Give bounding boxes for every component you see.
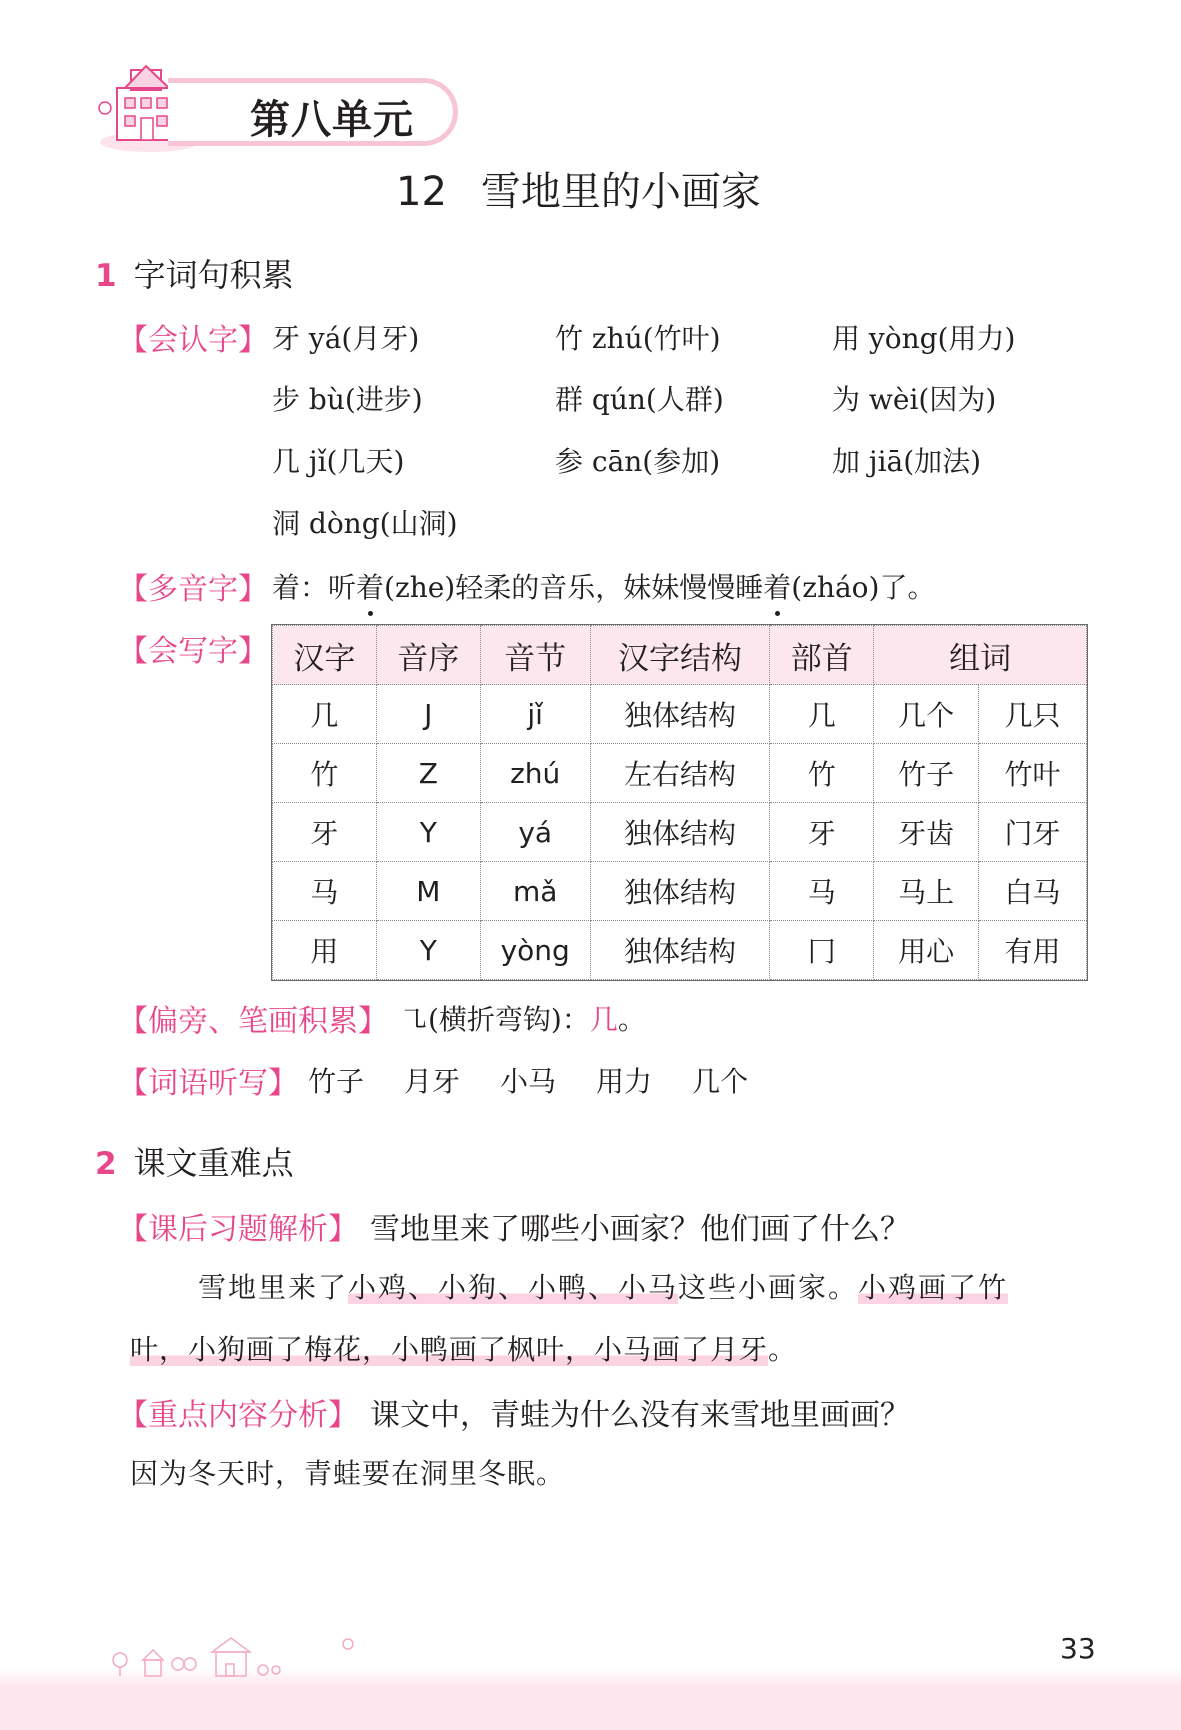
- stroke-end: 。: [617, 1003, 646, 1036]
- stroke-text: ㇈(横折弯钩)：: [400, 1003, 590, 1036]
- lesson-name: 雪地里的小画家: [480, 169, 761, 215]
- stroke-tag: 【偏旁、笔画积累】: [118, 1004, 388, 1039]
- table-header: 汉字结构: [590, 626, 770, 685]
- polyphone-mid: (zhe)轻柔的音乐，妹妹慢慢睡: [384, 571, 764, 604]
- table-cell: 白马: [979, 862, 1087, 921]
- exercise-answer-line-1: [198, 1266, 1088, 1306]
- table-row: [273, 921, 1087, 980]
- table-header: 音节: [480, 626, 590, 685]
- table-cell: 几: [273, 685, 377, 744]
- table-cell: 竹: [273, 744, 377, 803]
- stroke-line: [400, 998, 646, 1038]
- table-cell: 几个: [874, 685, 979, 744]
- recognize-item: 步 bù(进步): [272, 383, 423, 416]
- table-cell: yá: [480, 803, 590, 862]
- section-2-number: 2: [95, 1146, 117, 1182]
- table-cell: Y: [376, 921, 480, 980]
- dictation-word: 竹子: [308, 1065, 365, 1098]
- polyphone-prefix: 着：听: [272, 571, 357, 604]
- exercise-tag: 【课后习题解析】: [118, 1212, 358, 1247]
- table-cell: 几: [770, 685, 874, 744]
- answer-text: 。: [768, 1333, 798, 1366]
- table-cell: 左右结构: [590, 744, 770, 803]
- table-header: 组词: [874, 626, 1087, 685]
- town-decoration-icon: [108, 1620, 368, 1680]
- dictation-tag: 【词语听写】: [118, 1066, 298, 1101]
- table-cell: 门牙: [979, 803, 1087, 862]
- recognize-tag: 【会认字】: [118, 323, 268, 358]
- lesson-title: [396, 160, 761, 217]
- answer-highlight: 小鸡、小狗、小鸭、小马: [348, 1271, 679, 1304]
- stroke-example: 几: [589, 1003, 618, 1036]
- write-characters-table: [272, 625, 1087, 980]
- recognize-item: 群 qún(人群): [555, 383, 724, 416]
- recognize-item: 为 wèi(因为): [832, 383, 997, 416]
- table-cell: 竹子: [874, 744, 979, 803]
- dictation-word: 月牙: [404, 1065, 461, 1098]
- table-cell: 马: [770, 862, 874, 921]
- recognize-item: 牙 yá(月牙): [272, 322, 420, 355]
- recognize-item: 几 jǐ(几天): [272, 445, 405, 478]
- table-cell: yòng: [480, 921, 590, 980]
- table-header: 音序: [376, 626, 480, 685]
- table-header: 部首: [770, 626, 874, 685]
- table-cell: 马上: [874, 862, 979, 921]
- table-cell: 冂: [770, 921, 874, 980]
- table-cell: 马: [273, 862, 377, 921]
- lesson-number: 12: [396, 169, 447, 215]
- recognize-item: 加 jiā(加法): [832, 445, 982, 478]
- table-cell: mǎ: [480, 862, 590, 921]
- section-1-title: 字词句积累: [133, 256, 294, 294]
- table-cell: 独体结构: [590, 803, 770, 862]
- table-cell: 独体结构: [590, 685, 770, 744]
- section-2-heading: [95, 1138, 294, 1184]
- dictation-word: 用力: [596, 1065, 653, 1098]
- section-2-title: 课文重难点: [133, 1144, 294, 1182]
- section-1-heading: [95, 250, 294, 296]
- table-row: [273, 744, 1087, 803]
- answer-text: 雪地里来了: [198, 1271, 349, 1304]
- table-cell: zhú: [480, 744, 590, 803]
- table-row: [273, 685, 1087, 744]
- answer-text: 这些小画家。: [678, 1271, 859, 1304]
- recognize-item: 用 yòng(用力): [832, 322, 1016, 355]
- answer-highlight: 小鸡画了竹: [858, 1271, 1009, 1304]
- recognize-item: 洞 dòng(山洞): [272, 507, 458, 540]
- dictation-word: 几个: [692, 1065, 749, 1098]
- dictation-words: [308, 1060, 748, 1100]
- table-header: 汉字: [273, 626, 377, 685]
- section-1-number: 1: [95, 258, 117, 294]
- polyphone-char-zhe: 着: [356, 571, 385, 604]
- table-cell: 竹: [770, 744, 874, 803]
- table-cell: M: [376, 862, 480, 921]
- answer-highlight: 叶，小狗画了梅花，小鸭画了枫叶，小马画了月牙: [130, 1333, 769, 1366]
- table-cell: Y: [376, 803, 480, 862]
- exercise-answer-line-2: [130, 1328, 797, 1368]
- table-cell: J: [376, 685, 480, 744]
- recognize-item: 参 cān(参加): [555, 445, 721, 478]
- polyphone-end: (zháo)了。: [791, 571, 936, 604]
- key-analysis-tag: 【重点内容分析】: [118, 1398, 358, 1433]
- table-cell: 有用: [979, 921, 1087, 980]
- recognize-item: 竹 zhú(竹叶): [555, 322, 721, 355]
- polyphone-char-zhao: 着: [763, 571, 792, 604]
- table-cell: Z: [376, 744, 480, 803]
- table-cell: 牙: [770, 803, 874, 862]
- polyphone-sentence: [272, 566, 935, 606]
- table-cell: 独体结构: [590, 921, 770, 980]
- table-header-row: [273, 626, 1087, 685]
- table-cell: 竹叶: [979, 744, 1087, 803]
- polyphone-tag: 【多音字】: [118, 572, 268, 607]
- exercise-question: 雪地里来了哪些小画家？他们画了什么？: [370, 1212, 910, 1247]
- key-question: 课文中，青蛙为什么没有来雪地里画画？: [370, 1398, 910, 1433]
- write-tag: 【会写字】: [118, 634, 268, 669]
- table-cell: jǐ: [480, 685, 590, 744]
- table-row: [273, 862, 1087, 921]
- table-cell: 几只: [979, 685, 1087, 744]
- table-cell: 独体结构: [590, 862, 770, 921]
- page-number: 33: [1060, 1632, 1096, 1665]
- table-cell: 牙: [273, 803, 377, 862]
- key-answer: 因为冬天时，青蛙要在洞里冬眠。: [130, 1457, 566, 1490]
- table-row: [273, 803, 1087, 862]
- table-cell: 用: [273, 921, 377, 980]
- unit-title: 第八单元: [250, 97, 414, 143]
- table-cell: 用心: [874, 921, 979, 980]
- table-cell: 牙齿: [874, 803, 979, 862]
- dictation-word: 小马: [500, 1065, 557, 1098]
